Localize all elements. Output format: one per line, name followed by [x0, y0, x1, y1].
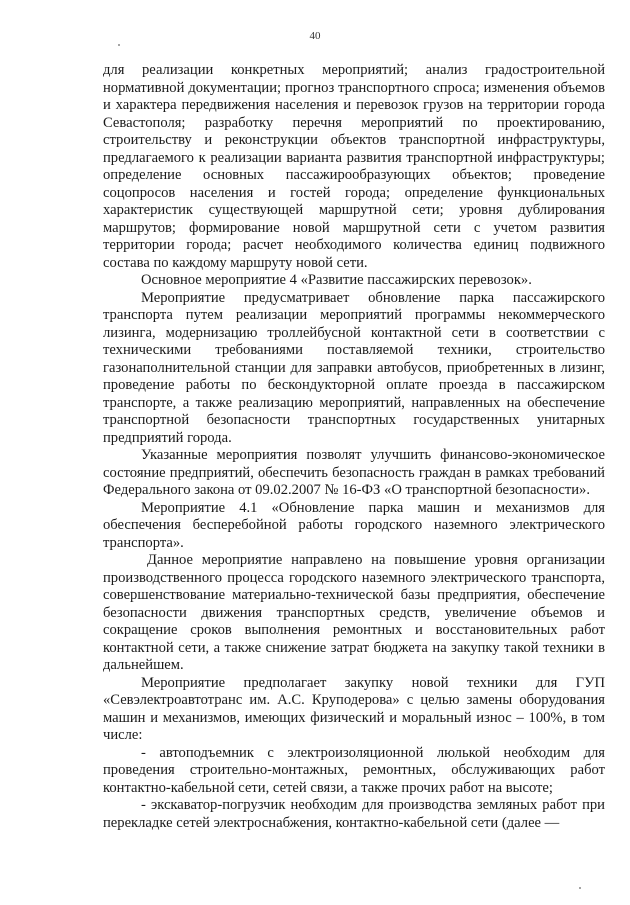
paragraph-activity-4-1-goal: Данное мероприятие направлено на повышение уровня организации производственного процесса городского наземного электрического транспорта, совершенствование материально-технической базы предприятия, обеспечение безопасности движения транспортных средств, увеличение объемов и сокращение сроков выполнения ремонтных и восстановительных работ контактной сети, а также снижение затрат бюджета на закупку такой техники в дальнейшем.	[103, 552, 605, 673]
paragraph-main-activity-heading: Основное мероприятие 4 «Развитие пассажирских перевозок».	[141, 272, 532, 288]
paragraph-purchase-plan: Мероприятие предполагает закупку новой техники для ГУП «Севэлектроавтотранс им. А.С. Круподерова» с целью замены оборудования машин и механизмов, имеющих физический и моральный износ – 100%, в том числе:	[103, 674, 605, 743]
paragraph-activity-effects: Указанные мероприятия позволят улучшить финансово-экономическое состояние предприятий, обеспечить безопасность граждан в рамках требований Федерального закона от 09.02.2007 № 16-ФЗ «О транспортной безопасности».	[103, 447, 605, 498]
list-item-aerial-lift: - автоподъемник с электроизоляционной люлькой необходим для проведения строительно-монтажных, ремонтных, обслуживающих работ контактно-кабельной сети, сетей связи, а также прочих работ на высоте;	[103, 744, 605, 796]
list-item-backhoe-loader: - экскаватор-погрузчик необходим для производства земляных работ при перекладке сетей электроснабжения, контактно-кабельной сети (далее —	[103, 797, 605, 831]
scan-speck	[118, 44, 120, 46]
body-text	[103, 62, 605, 832]
page-number: 40	[309, 30, 321, 42]
paragraph-activity-4-1-heading: Мероприятие 4.1 «Обновление парка машин и механизмов для обеспечения бесперебойной работы городского наземного электрического транспорта».	[103, 499, 605, 551]
scan-speck	[579, 887, 581, 889]
paragraph-activity-description: Мероприятие предусматривает обновление парка пассажирского транспорта путем реализации мероприятий программы некоммерческого лизинга, модернизацию троллейбусной контактной сети в соответствии с техническими требованиями поставляемой техники, строительство газонаполнительной станции для заправки автобусов, приобретенных в лизинг, проведение работы по бескондукторной оплате проезда в пассажирском транспорте, а также реализацию мероприятий, направленных на обеспечение транспортной безопасности транспортных государственных унитарных предприятий города.	[103, 289, 605, 446]
paragraph-continued: для реализации конкретных мероприятий; анализ градостроительной нормативной документации; прогноз транспортного спроса; изменения объемов и характера передвижения населения и перевозок грузов на территории города Севастополя; разработку перечня мероприятий по проектированию, строительству и реконструкции объектов транспортной инфраструктуры, предлагаемого к реализации варианта развития транспортной инфраструктуры; определение основных пассажирообразующих объектов; проведение соцопросов населения и гостей города; определение функциональных характеристик существующей маршрутной сети; уровня дублирования маршрутов; формирование новой маршрутной сети с учетом развития территории города; расчет необходимого количества единиц подвижного состава по каждому маршруту новой сети.	[103, 62, 605, 271]
